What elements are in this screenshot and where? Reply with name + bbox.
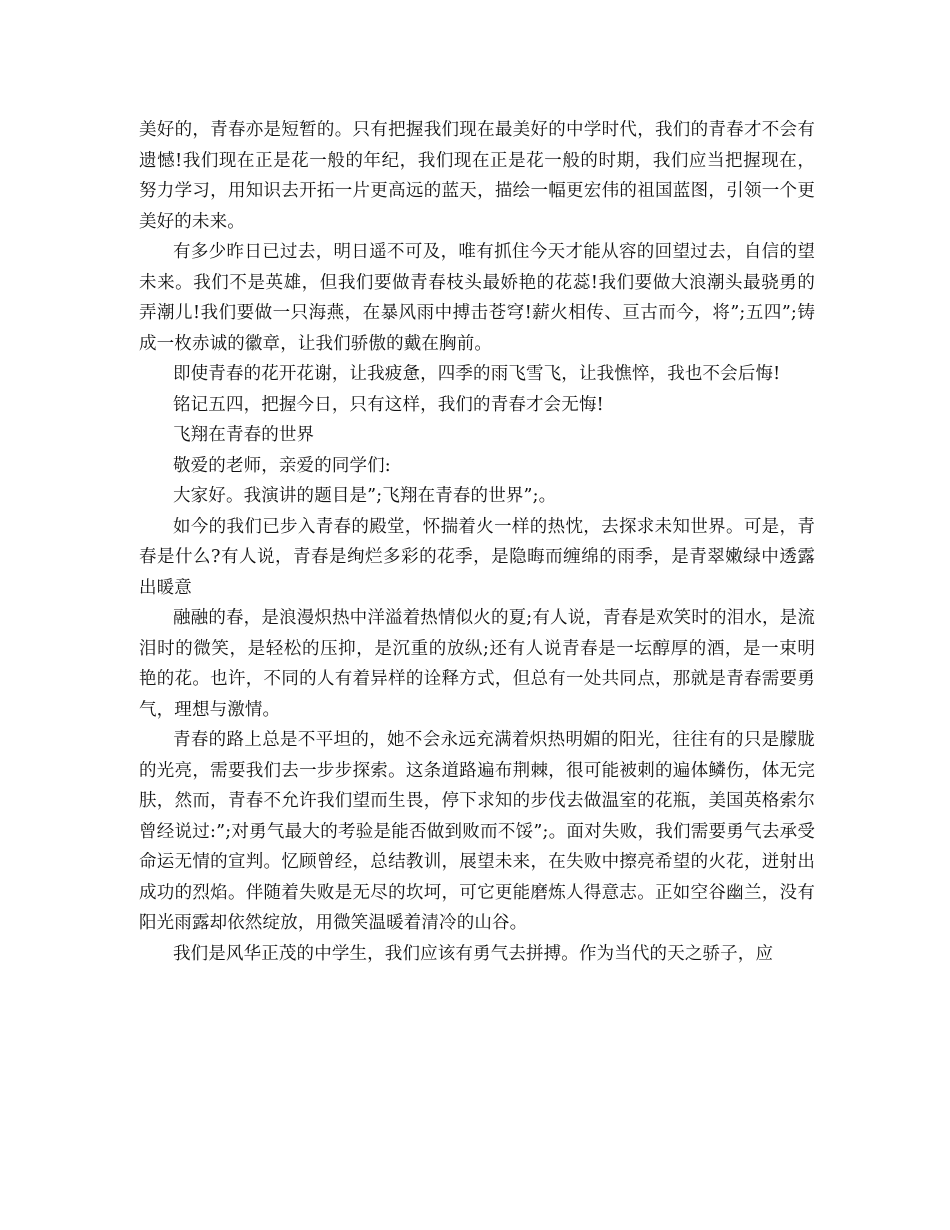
paragraph-4: 铭记五四，把握今日，只有这样，我们的青春才会无悔! bbox=[173, 394, 604, 415]
paragraph-5: 如今的我们已步入青春的殿堂，怀揣着火一样的热忱，去探求未知世界。可是，青春是什么?有人说，青春是绚烂多彩的花季，是隐晦而缠绵的雨季，是青翠嫩绿中透露出暖意 bbox=[139, 516, 815, 598]
document-body bbox=[139, 115, 815, 969]
section-title: 飞翔在青春的世界 bbox=[173, 425, 315, 445]
paragraph-2: 有多少昨日已过去，明日遥不可及，唯有抓住今天才能从容的回望过去，自信的望未来。我们不是英雄，但我们要做青春枝头最娇艳的花蕊!我们要做大浪潮头最骁勇的弄潮儿!我们要做一只海燕，在暴风雨中搏击苍穹!薪火相传、亘古而今，将”;五四”;铸成一枚赤诚的徽章，让我们骄傲的戴在胸前。 bbox=[139, 242, 815, 354]
paragraph-7: 青春的路上总是不平坦的，她不会永远充满着炽热明媚的阳光，往往有的只是朦胧的光亮，需要我们去一步步探索。这条道路遍布荆棘，很可能被刺的遍体鳞伤，体无完肤，然而，青春不允许我们望而生畏，停下求知的步伐去做温室的花瓶，美国英格索尔曾经说过:”;对勇气最大的考验是能否做到败而不馁”;。面对失败，我们需要勇气去承受命运无情的宣判。忆顾曾经，总结教训，展望未来，在失败中擦亮希望的火花，迸射出成功的烈焰。伴随着失败是无尽的坎坷，可它更能磨炼人得意志。正如空谷幽兰，没有阳光雨露却依然绽放，用微笑温暖着清冷的山谷。 bbox=[139, 730, 815, 933]
paragraph-1: 美好的，青春亦是短暂的。只有把握我们现在最美好的中学时代，我们的青春才不会有遗憾!我们现在正是花一般的年纪，我们现在正是花一般的时期，我们应当把握现在，努力学习，用知识去开拓一片更高远的蓝天，描绘一幅更宏伟的祖国蓝图，引领一个更美好的未来。 bbox=[139, 120, 815, 232]
paragraph-3: 即使青春的花开花谢，让我疲惫，四季的雨飞雪飞，让我憔悴，我也不会后悔! bbox=[173, 364, 781, 384]
salutation: 敬爱的老师，亲爱的同学们: bbox=[173, 455, 391, 476]
paragraph-6: 融融的春，是浪漫炽热中洋溢着热情似火的夏;有人说，青春是欢笑时的泪水，是流泪时的微笑，是轻松的压抑，是沉重的放纵;还有人说青春是一坛醇厚的酒，是一束明艳的花。也许，不同的人有着异样的诠释方式，但总有一处共同点，那就是青春需要勇气，理想与激情。 bbox=[139, 608, 815, 720]
paragraph-greeting: 大家好。我演讲的题目是”;飞翔在青春的世界”;。 bbox=[173, 486, 557, 506]
paragraph-8: 我们是风华正茂的中学生，我们应该有勇气去拼搏。作为当代的天之骄子，应 bbox=[173, 943, 774, 964]
